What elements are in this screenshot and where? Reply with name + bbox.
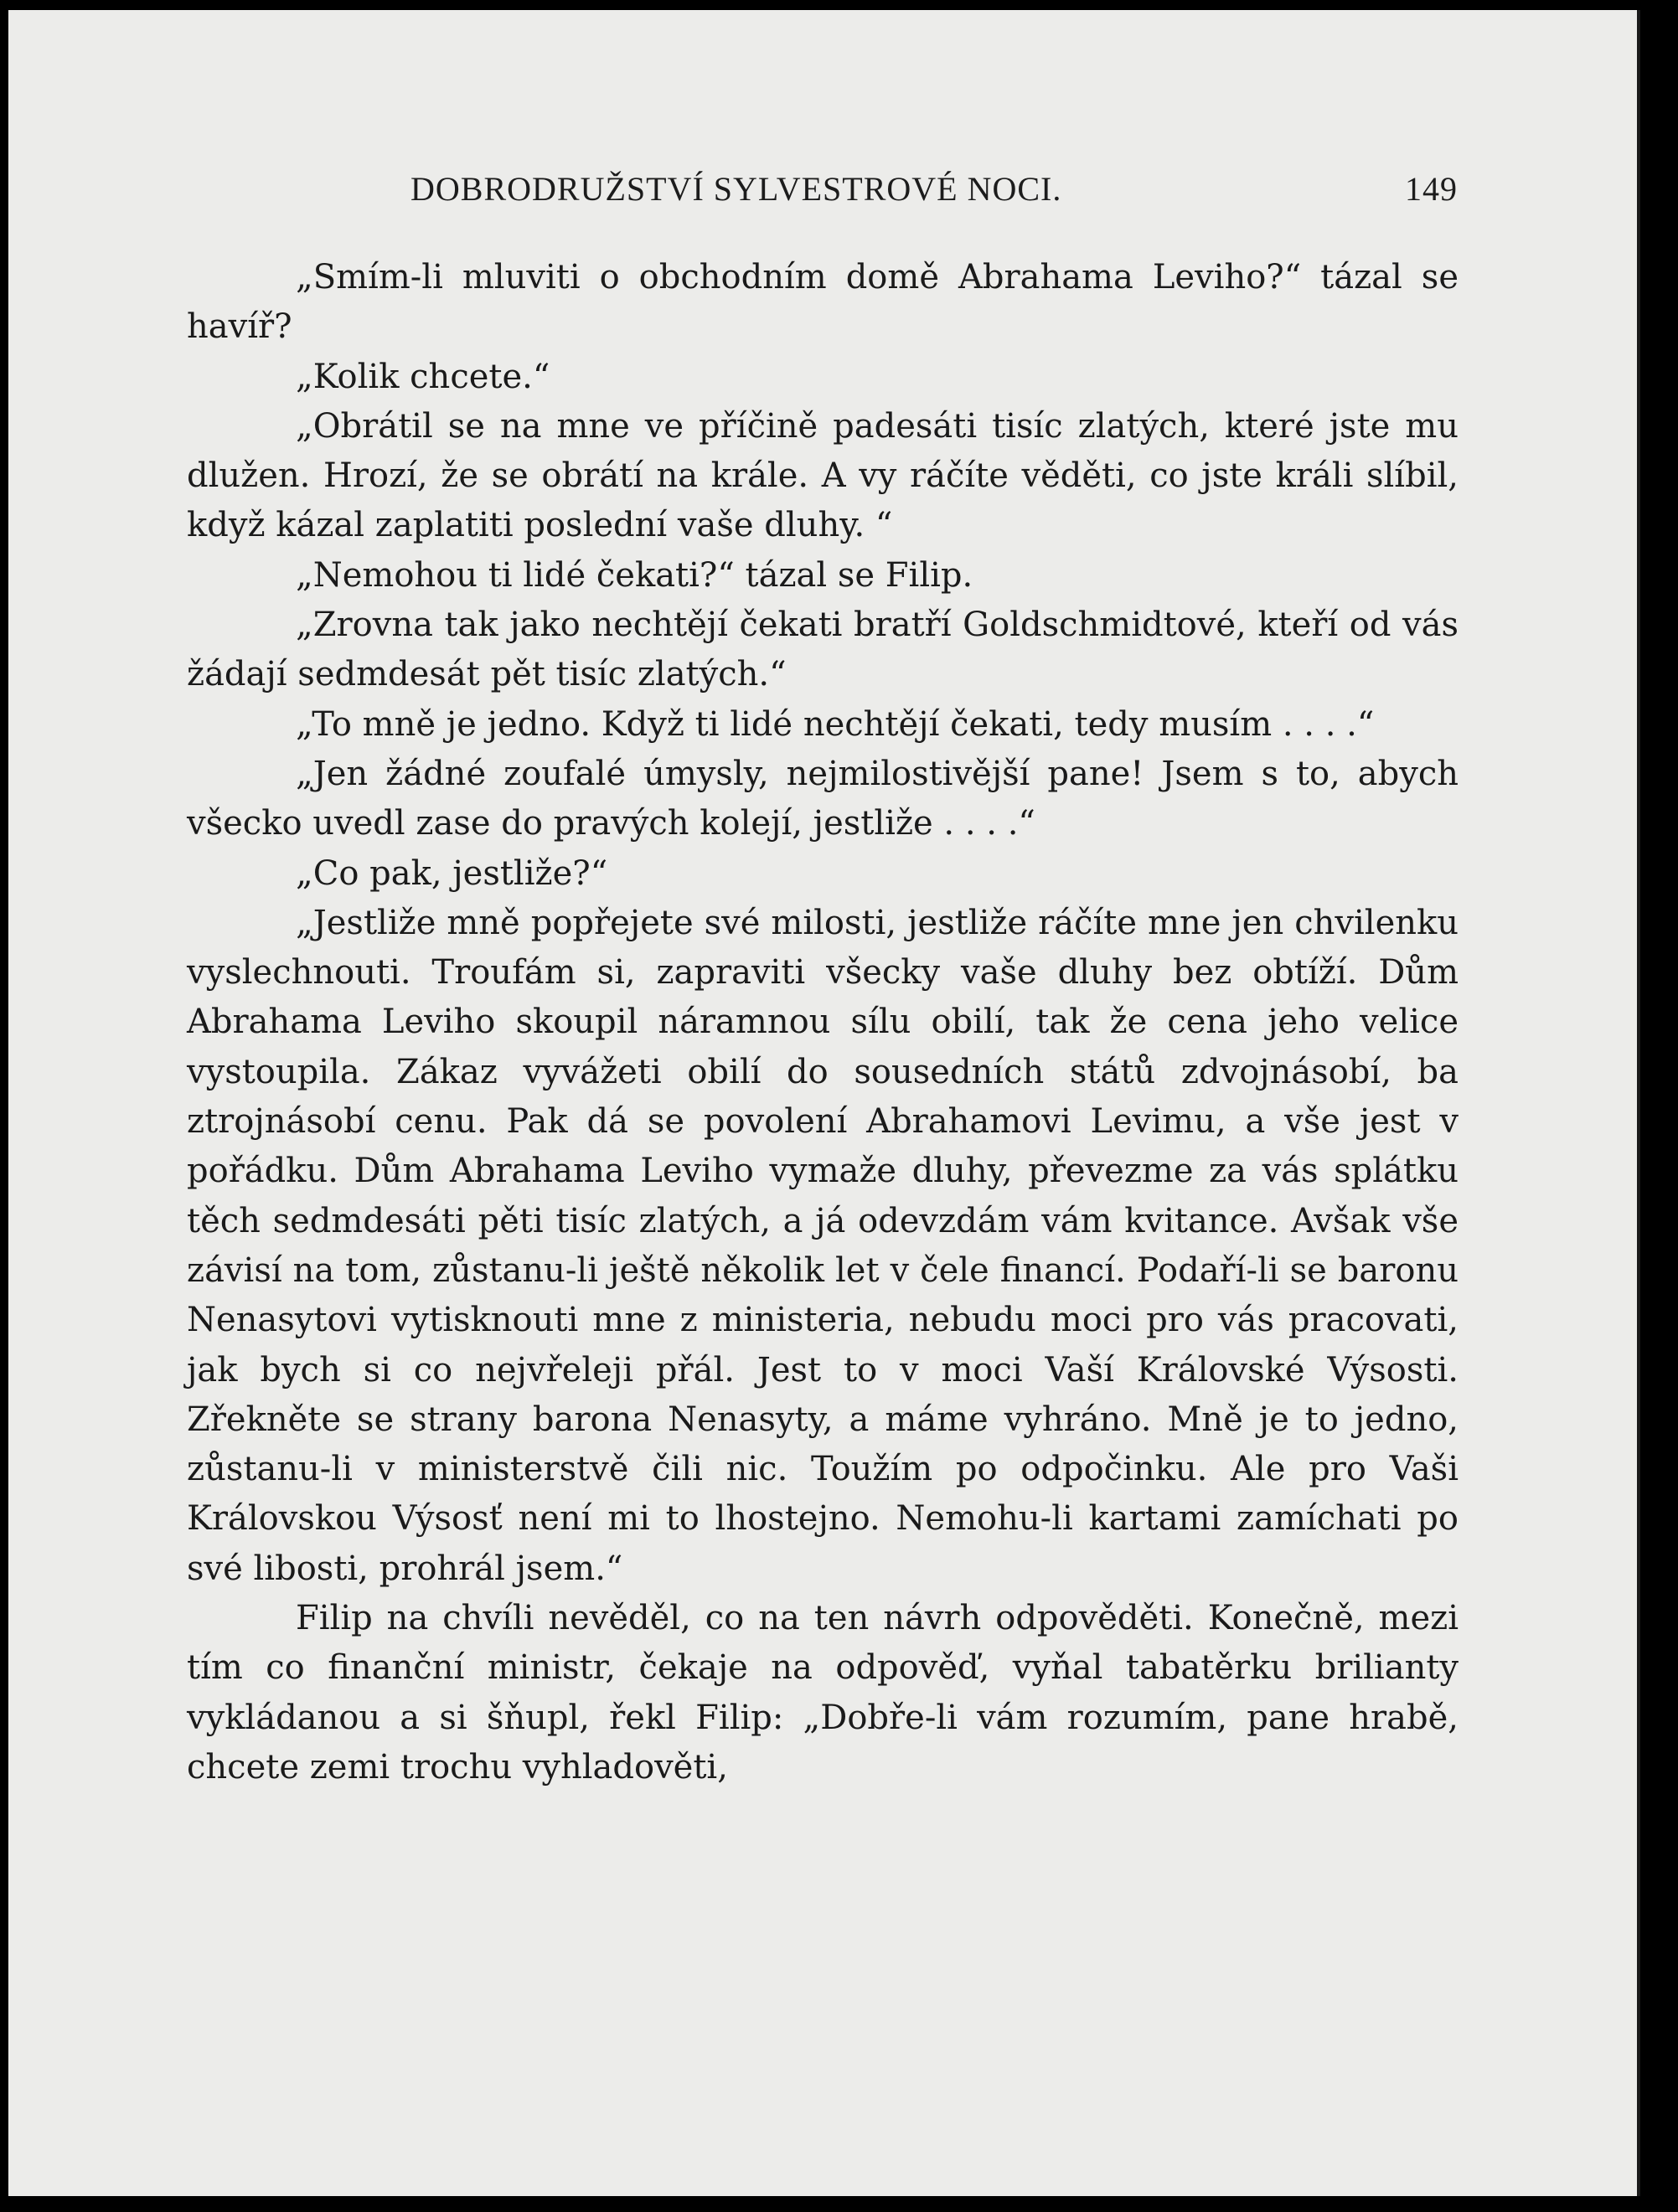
paragraph: „Obrátil se na mne ve příčině padesáti tisíc zlatých, které jste mu dlužen. Hrozí, že se obrátí na krále. A vy ráčíte věděti, co jste králi slíbil, když kázal zaplatiti poslední vaše dluhy. “ <box>187 406 1459 545</box>
paragraph: „Nemohou ti lidé čekati?“ tázal se Filip. <box>296 555 973 595</box>
paragraph: „Smím-li mluviti o obchodním domě Abrahama Leviho?“ tázal se havíř? <box>187 258 1459 347</box>
paragraph: „To mně je jedno. Když ti lidé nechtějí čekati, tedy musím . . . .“ <box>296 704 1375 744</box>
page-number: 149 <box>1405 170 1458 208</box>
paragraph: „Kolik chcete.“ <box>296 357 550 396</box>
paragraph: „Jen žádné zoufalé úmysly, nejmilostivější pane! Jsem s to, abych všecko uvedl zase do pravých kolejí, jestliže . . . .“ <box>187 754 1459 843</box>
running-title: DOBRODRUŽSTVÍ SYLVESTROVÉ NOCI. <box>410 170 1062 208</box>
text-body <box>187 253 1459 1792</box>
paragraph: „Jestliže mně popřejete své milosti, jestliže ráčíte mne jen chvilenku vyslechnouti. Troufám si, zapraviti všecky vaše dluhy bez obtíží. Dům Abrahama Leviho skoupil náramnou sílu obilí, tak že cena jeho velice vystoupila. Zákaz vyvážeti obilí do sousedních států zdvojnásobí, ba ztrojnásobí cenu. Pak dá se povolení Abrahamovi Levimu, a vše jest v pořádku. Dům Abrahama Leviho vymaže dluhy, převezme za vás splátku těch sedmdesáti pěti tisíc zlatých, a já odevzdám vám kvitance. Avšak vše závisí na tom, zůstanu-li ještě několik let v čele financí. Podaří-li se baronu Nenasytovi vytisknouti mne z ministeria, nebudu moci pro vás pracovati, jak bych si co nejvřeleji přál. Jest to v moci Vaší Královské Výsosti. Zřekněte se strany barona Nenasyty, a máme vyhráno. Mně je to jedno, zůstanu-li v ministerstvě čili nic. Toužím po odpočinku. Ale pro Vaši Královskou Výsosť není mi to lhostejno. Nemohu-li kartami zamíchati po své libosti, prohrál jsem.“ <box>187 903 1459 1588</box>
book-page <box>8 10 1640 2196</box>
paragraph: „Zrovna tak jako nechtějí čekati bratří Goldschmidtové, kteří od vás žádají sedmdesát pět tisíc zlatých.“ <box>187 606 1459 694</box>
running-header <box>410 169 1458 219</box>
paragraph: „Co pak, jestliže?“ <box>296 853 608 893</box>
paragraph: Filip na chvíli nevěděl, co na ten návrh odpověděti. Konečně, mezi tím co finanční ministr, čekaje na odpověď, vyňal tabatěrku brilianty vykládanou a si šňupl, řekl Filip: „Dobře-li vám rozumím, pane hrabě, chcete zemi trochu vyhladověti, <box>187 1599 1459 1787</box>
